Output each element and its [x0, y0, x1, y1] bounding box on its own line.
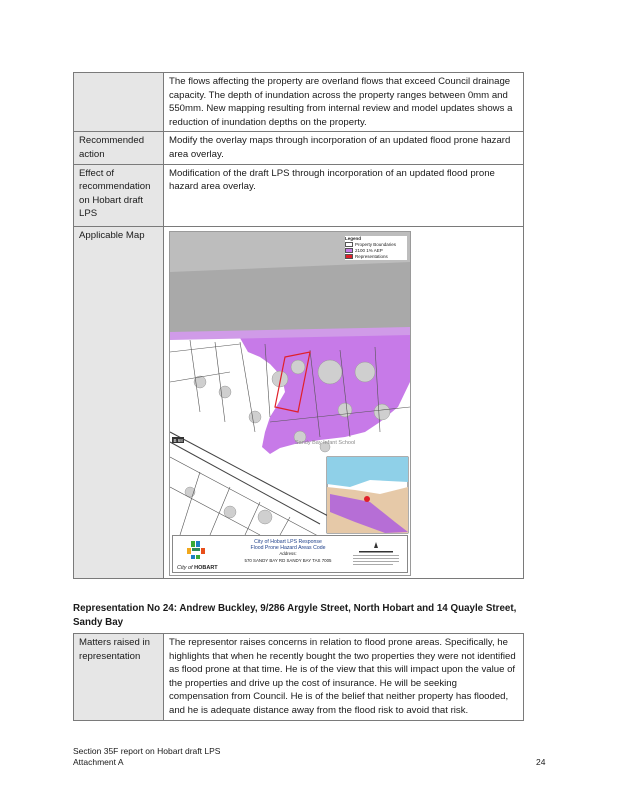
- row-label: [74, 73, 164, 132]
- legend-item: [345, 254, 407, 260]
- row-text-recommended-action: Modify the overlay maps through incorporation of an updated flood prone hazard area overlay.: [164, 132, 524, 164]
- north-arrow-and-scale: [349, 540, 403, 568]
- applicable-map: [169, 231, 411, 576]
- legend-swatch: [345, 248, 353, 253]
- legend-label: 2100 1% AEP: [355, 247, 383, 253]
- school-label: Sandy Bay Infant School: [295, 439, 356, 446]
- map-title-block: [172, 535, 408, 573]
- footer-line1: Section 35F report on Hobart draft LPS: [73, 746, 221, 756]
- footer-line2: Attachment A: [73, 757, 124, 767]
- legend-title: Legend: [345, 235, 362, 241]
- map-legend: [345, 236, 407, 260]
- table-row: [74, 226, 524, 578]
- row-text: The flows affecting the property are overland flows that exceed Council drainage capacity. The depth of inundation across the property ranges between 0mm and 550mm. New mapping resulting from internal review and model updates shows a reduction of inundation depths on the property.: [164, 73, 524, 132]
- representation-heading: Representation No 24: Andrew Buckley, 9/286 Argyle Street, North Hobart and 14 Quayle Street, Sandy Bay: [73, 603, 517, 628]
- legend-label: Property Boundaries: [355, 241, 397, 247]
- assessment-table: [73, 72, 524, 579]
- inset-map: [327, 457, 408, 533]
- legend-swatch: [345, 242, 353, 247]
- legend-swatch: [345, 254, 353, 259]
- map-cell: [164, 226, 524, 578]
- page-footer: [73, 746, 220, 768]
- logo-wordmark: City of HOBART: [177, 564, 218, 571]
- road-label: B 68: [173, 437, 183, 443]
- table-row: [74, 132, 524, 164]
- table-row: [74, 164, 524, 226]
- row-label-matters-raised: Matters raised in representation: [74, 634, 164, 721]
- legend-label: Representations: [355, 253, 388, 259]
- page-number: 24: [536, 757, 546, 767]
- table-row: [74, 73, 524, 132]
- row-label-recommended-action: Recommended action: [74, 132, 164, 164]
- map-title-text: City of Hobart LPS Response Flood Prone Hazard Areas Code Address: 570 SANDY BAY RD SANDY BAY TAS 7005: [244, 538, 332, 563]
- row-text-matters-raised: The representor raises concerns in relation to flood prone areas. Specifically, he highlights that when he recently bought the two properties they were not identified as flood prone at that time. He is of the view that this will impact upon the value of the properties and drive up the cost of insurance. He will be seeking compensation from Council. He is of the belief that neither property has flooded, and he is adequate distance away from the flood risk to avoid that risk.: [164, 634, 524, 721]
- table-row: [74, 634, 524, 721]
- row-label-effect: Effect of recommendation on Hobart draft LPS: [74, 164, 164, 226]
- row-text-effect: Modification of the draft LPS through incorporation of an updated flood prone hazard area overlay.: [164, 164, 524, 226]
- row-label-applicable-map: Applicable Map: [74, 226, 164, 578]
- representation-table: [73, 633, 524, 721]
- map-graphic: [170, 232, 410, 575]
